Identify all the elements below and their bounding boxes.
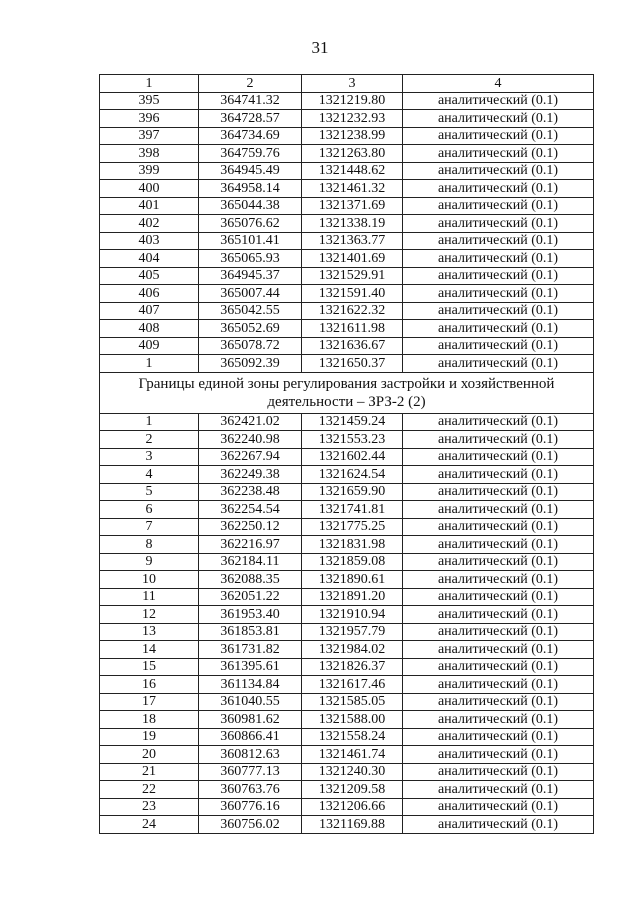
table-cell: аналитический (0.1)	[403, 466, 594, 484]
table-cell: 12	[100, 606, 199, 624]
table-row	[100, 658, 594, 676]
table-cell: аналитический (0.1)	[403, 215, 594, 233]
table-cell: 362249.38	[199, 466, 302, 484]
table-cell: 401	[100, 197, 199, 215]
table-cell: 365076.62	[199, 215, 302, 233]
table-cell: аналитический (0.1)	[403, 232, 594, 250]
table-cell: 1321263.80	[302, 145, 403, 163]
table-cell: 403	[100, 232, 199, 250]
table-cell: аналитический (0.1)	[403, 302, 594, 320]
table-cell: 17	[100, 693, 199, 711]
table-cell: 365042.55	[199, 302, 302, 320]
table-cell: 1321891.20	[302, 588, 403, 606]
table-cell: 405	[100, 267, 199, 285]
table-row	[100, 92, 594, 110]
table-cell: 1321831.98	[302, 536, 403, 554]
table-cell: 364728.57	[199, 110, 302, 128]
table-cell: 361040.55	[199, 693, 302, 711]
table-row	[100, 536, 594, 554]
table-cell: 1	[100, 413, 199, 431]
table-cell: 1321448.62	[302, 162, 403, 180]
table-cell: аналитический (0.1)	[403, 197, 594, 215]
table-cell: 360756.02	[199, 816, 302, 834]
table-cell: 1321371.69	[302, 197, 403, 215]
table-body-part2	[100, 413, 594, 833]
table-cell: аналитический (0.1)	[403, 127, 594, 145]
table-cell: аналитический (0.1)	[403, 431, 594, 449]
table-cell: аналитический (0.1)	[403, 816, 594, 834]
table-cell: 362051.22	[199, 588, 302, 606]
table-cell: аналитический (0.1)	[403, 536, 594, 554]
table-cell: 22	[100, 781, 199, 799]
table-cell: 10	[100, 571, 199, 589]
table-body-part1	[100, 92, 594, 372]
table-cell: 364958.14	[199, 180, 302, 198]
table-cell: 362421.02	[199, 413, 302, 431]
table-cell: 1321859.08	[302, 553, 403, 571]
table-cell: аналитический (0.1)	[403, 413, 594, 431]
table-cell: аналитический (0.1)	[403, 606, 594, 624]
table-cell: 1321650.37	[302, 355, 403, 373]
table-cell: 19	[100, 728, 199, 746]
table-row	[100, 413, 594, 431]
table-row	[100, 746, 594, 764]
table-row	[100, 320, 594, 338]
table-cell: аналитический (0.1)	[403, 285, 594, 303]
table-cell: аналитический (0.1)	[403, 623, 594, 641]
table-cell: 361134.84	[199, 676, 302, 694]
table-cell: 362250.12	[199, 518, 302, 536]
table-cell: аналитический (0.1)	[403, 728, 594, 746]
table-cell: 13	[100, 623, 199, 641]
table-cell: 362216.97	[199, 536, 302, 554]
table-cell: 9	[100, 553, 199, 571]
table-cell: 1321553.23	[302, 431, 403, 449]
table-cell: аналитический (0.1)	[403, 693, 594, 711]
table-cell: 361953.40	[199, 606, 302, 624]
table-row	[100, 302, 594, 320]
table-cell: аналитический (0.1)	[403, 337, 594, 355]
table-cell: 4	[100, 466, 199, 484]
table-cell: аналитический (0.1)	[403, 711, 594, 729]
table-cell: 1321588.00	[302, 711, 403, 729]
table-cell: 361853.81	[199, 623, 302, 641]
table-cell: 1321910.94	[302, 606, 403, 624]
table-row	[100, 197, 594, 215]
table-cell: 1321636.67	[302, 337, 403, 355]
table-cell: 1321209.58	[302, 781, 403, 799]
table-row	[100, 781, 594, 799]
table-cell: 1321206.66	[302, 798, 403, 816]
table-cell: аналитический (0.1)	[403, 676, 594, 694]
table-cell: аналитический (0.1)	[403, 483, 594, 501]
table-cell: аналитический (0.1)	[403, 553, 594, 571]
table-cell: 16	[100, 676, 199, 694]
table-cell: 397	[100, 127, 199, 145]
table-cell: 2	[100, 431, 199, 449]
table-cell: 400	[100, 180, 199, 198]
table-cell: 1321338.19	[302, 215, 403, 233]
table-cell: 362240.98	[199, 431, 302, 449]
table-cell: 365052.69	[199, 320, 302, 338]
table-row	[100, 215, 594, 233]
table-cell: 362267.94	[199, 448, 302, 466]
table-cell: аналитический (0.1)	[403, 571, 594, 589]
table-cell: 20	[100, 746, 199, 764]
table-cell: 23	[100, 798, 199, 816]
table-cell: 1321169.88	[302, 816, 403, 834]
table-cell: аналитический (0.1)	[403, 448, 594, 466]
table-cell: 1321622.32	[302, 302, 403, 320]
table-cell: 1321984.02	[302, 641, 403, 659]
table-cell: 364945.49	[199, 162, 302, 180]
table-cell: 402	[100, 215, 199, 233]
table-row	[100, 588, 594, 606]
table-row	[100, 250, 594, 268]
table-cell: 1321238.99	[302, 127, 403, 145]
table-cell: 7	[100, 518, 199, 536]
table-cell: 407	[100, 302, 199, 320]
table-row	[100, 816, 594, 834]
table-row	[100, 355, 594, 373]
table-cell: аналитический (0.1)	[403, 588, 594, 606]
table-cell: 1321529.91	[302, 267, 403, 285]
table-row	[100, 180, 594, 198]
table-cell: аналитический (0.1)	[403, 145, 594, 163]
table-cell: 360777.13	[199, 763, 302, 781]
table-cell: 24	[100, 816, 199, 834]
table-cell: 1321585.05	[302, 693, 403, 711]
table-cell: 8	[100, 536, 199, 554]
table-cell: 360812.63	[199, 746, 302, 764]
section-row	[100, 372, 594, 413]
table-cell: 398	[100, 145, 199, 163]
table-cell: 1321617.46	[302, 676, 403, 694]
table-cell: 364759.76	[199, 145, 302, 163]
table-row	[100, 127, 594, 145]
table-cell: 14	[100, 641, 199, 659]
table-cell: 1321624.54	[302, 466, 403, 484]
table-cell: 365044.38	[199, 197, 302, 215]
table-cell: 3	[100, 448, 199, 466]
table-row	[100, 501, 594, 519]
table-row	[100, 110, 594, 128]
table-row	[100, 483, 594, 501]
table-cell: 1321659.90	[302, 483, 403, 501]
table-row	[100, 763, 594, 781]
table-row	[100, 431, 594, 449]
table-cell: 1321602.44	[302, 448, 403, 466]
table-cell: 1321591.40	[302, 285, 403, 303]
table-row	[100, 466, 594, 484]
coordinates-table	[99, 74, 594, 834]
table-row	[100, 728, 594, 746]
table-cell: 1321611.98	[302, 320, 403, 338]
table-row	[100, 162, 594, 180]
table-cell: 396	[100, 110, 199, 128]
table-cell: 361731.82	[199, 641, 302, 659]
table-cell: аналитический (0.1)	[403, 746, 594, 764]
table-cell: 395	[100, 92, 199, 110]
table-cell: 361395.61	[199, 658, 302, 676]
table-cell: 1321401.69	[302, 250, 403, 268]
column-header: 4	[403, 75, 594, 93]
table-row	[100, 553, 594, 571]
table-header-row	[100, 75, 594, 93]
table-cell: 1321219.80	[302, 92, 403, 110]
table-row	[100, 232, 594, 250]
table-cell: 1321240.30	[302, 763, 403, 781]
table-cell: 404	[100, 250, 199, 268]
table-cell: 362238.48	[199, 483, 302, 501]
table-row	[100, 518, 594, 536]
table-row	[100, 711, 594, 729]
table-row	[100, 641, 594, 659]
table-cell: аналитический (0.1)	[403, 501, 594, 519]
table-cell: аналитический (0.1)	[403, 162, 594, 180]
column-header: 1	[100, 75, 199, 93]
table-cell: 360981.62	[199, 711, 302, 729]
column-header: 3	[302, 75, 403, 93]
table-row	[100, 676, 594, 694]
table-cell: 1321775.25	[302, 518, 403, 536]
table-row	[100, 267, 594, 285]
section-title: Границы единой зоны регулирования застройки и хозяйственной деятельности – ЗРЗ-2 (2)	[100, 372, 594, 413]
table-cell: 365007.44	[199, 285, 302, 303]
table-cell: аналитический (0.1)	[403, 658, 594, 676]
table-cell: 362088.35	[199, 571, 302, 589]
table-cell: 1321363.77	[302, 232, 403, 250]
table-cell: 365092.39	[199, 355, 302, 373]
table-cell: 365101.41	[199, 232, 302, 250]
table-cell: 21	[100, 763, 199, 781]
table-row	[100, 623, 594, 641]
table-cell: 1321459.24	[302, 413, 403, 431]
table-cell: аналитический (0.1)	[403, 798, 594, 816]
page-number: 31	[311, 38, 329, 57]
table-cell: 18	[100, 711, 199, 729]
table-cell: 408	[100, 320, 199, 338]
table-cell: 360776.16	[199, 798, 302, 816]
table-cell: 364945.37	[199, 267, 302, 285]
table-cell: 1321957.79	[302, 623, 403, 641]
table-cell: 409	[100, 337, 199, 355]
table-cell: 406	[100, 285, 199, 303]
table-cell: 364741.32	[199, 92, 302, 110]
table-row	[100, 285, 594, 303]
table-cell: 360866.41	[199, 728, 302, 746]
table-row	[100, 571, 594, 589]
table-cell: аналитический (0.1)	[403, 180, 594, 198]
table-cell: 364734.69	[199, 127, 302, 145]
table-cell: 15	[100, 658, 199, 676]
table-cell: 362184.11	[199, 553, 302, 571]
table-cell: аналитический (0.1)	[403, 267, 594, 285]
table-row	[100, 606, 594, 624]
table-cell: 1321558.24	[302, 728, 403, 746]
table-cell: аналитический (0.1)	[403, 320, 594, 338]
table-cell: 1321741.81	[302, 501, 403, 519]
table-cell: аналитический (0.1)	[403, 763, 594, 781]
table-cell: 1321461.32	[302, 180, 403, 198]
table-cell: 399	[100, 162, 199, 180]
table-cell: аналитический (0.1)	[403, 92, 594, 110]
table-row	[100, 798, 594, 816]
table-cell: аналитический (0.1)	[403, 355, 594, 373]
table-cell: 365078.72	[199, 337, 302, 355]
table-cell: 1	[100, 355, 199, 373]
table-cell: 1321461.74	[302, 746, 403, 764]
table-row	[100, 145, 594, 163]
table-cell: аналитический (0.1)	[403, 110, 594, 128]
table-cell: аналитический (0.1)	[403, 250, 594, 268]
table-cell: 6	[100, 501, 199, 519]
table-row	[100, 693, 594, 711]
table-cell: аналитический (0.1)	[403, 781, 594, 799]
table-cell: 1321232.93	[302, 110, 403, 128]
table-cell: аналитический (0.1)	[403, 518, 594, 536]
table-cell: 365065.93	[199, 250, 302, 268]
table-row	[100, 448, 594, 466]
table-cell: 5	[100, 483, 199, 501]
table-cell: 11	[100, 588, 199, 606]
table-row	[100, 337, 594, 355]
table-cell: аналитический (0.1)	[403, 641, 594, 659]
column-header: 2	[199, 75, 302, 93]
table-cell: 1321890.61	[302, 571, 403, 589]
table-cell: 1321826.37	[302, 658, 403, 676]
table-cell: 362254.54	[199, 501, 302, 519]
table-cell: 360763.76	[199, 781, 302, 799]
